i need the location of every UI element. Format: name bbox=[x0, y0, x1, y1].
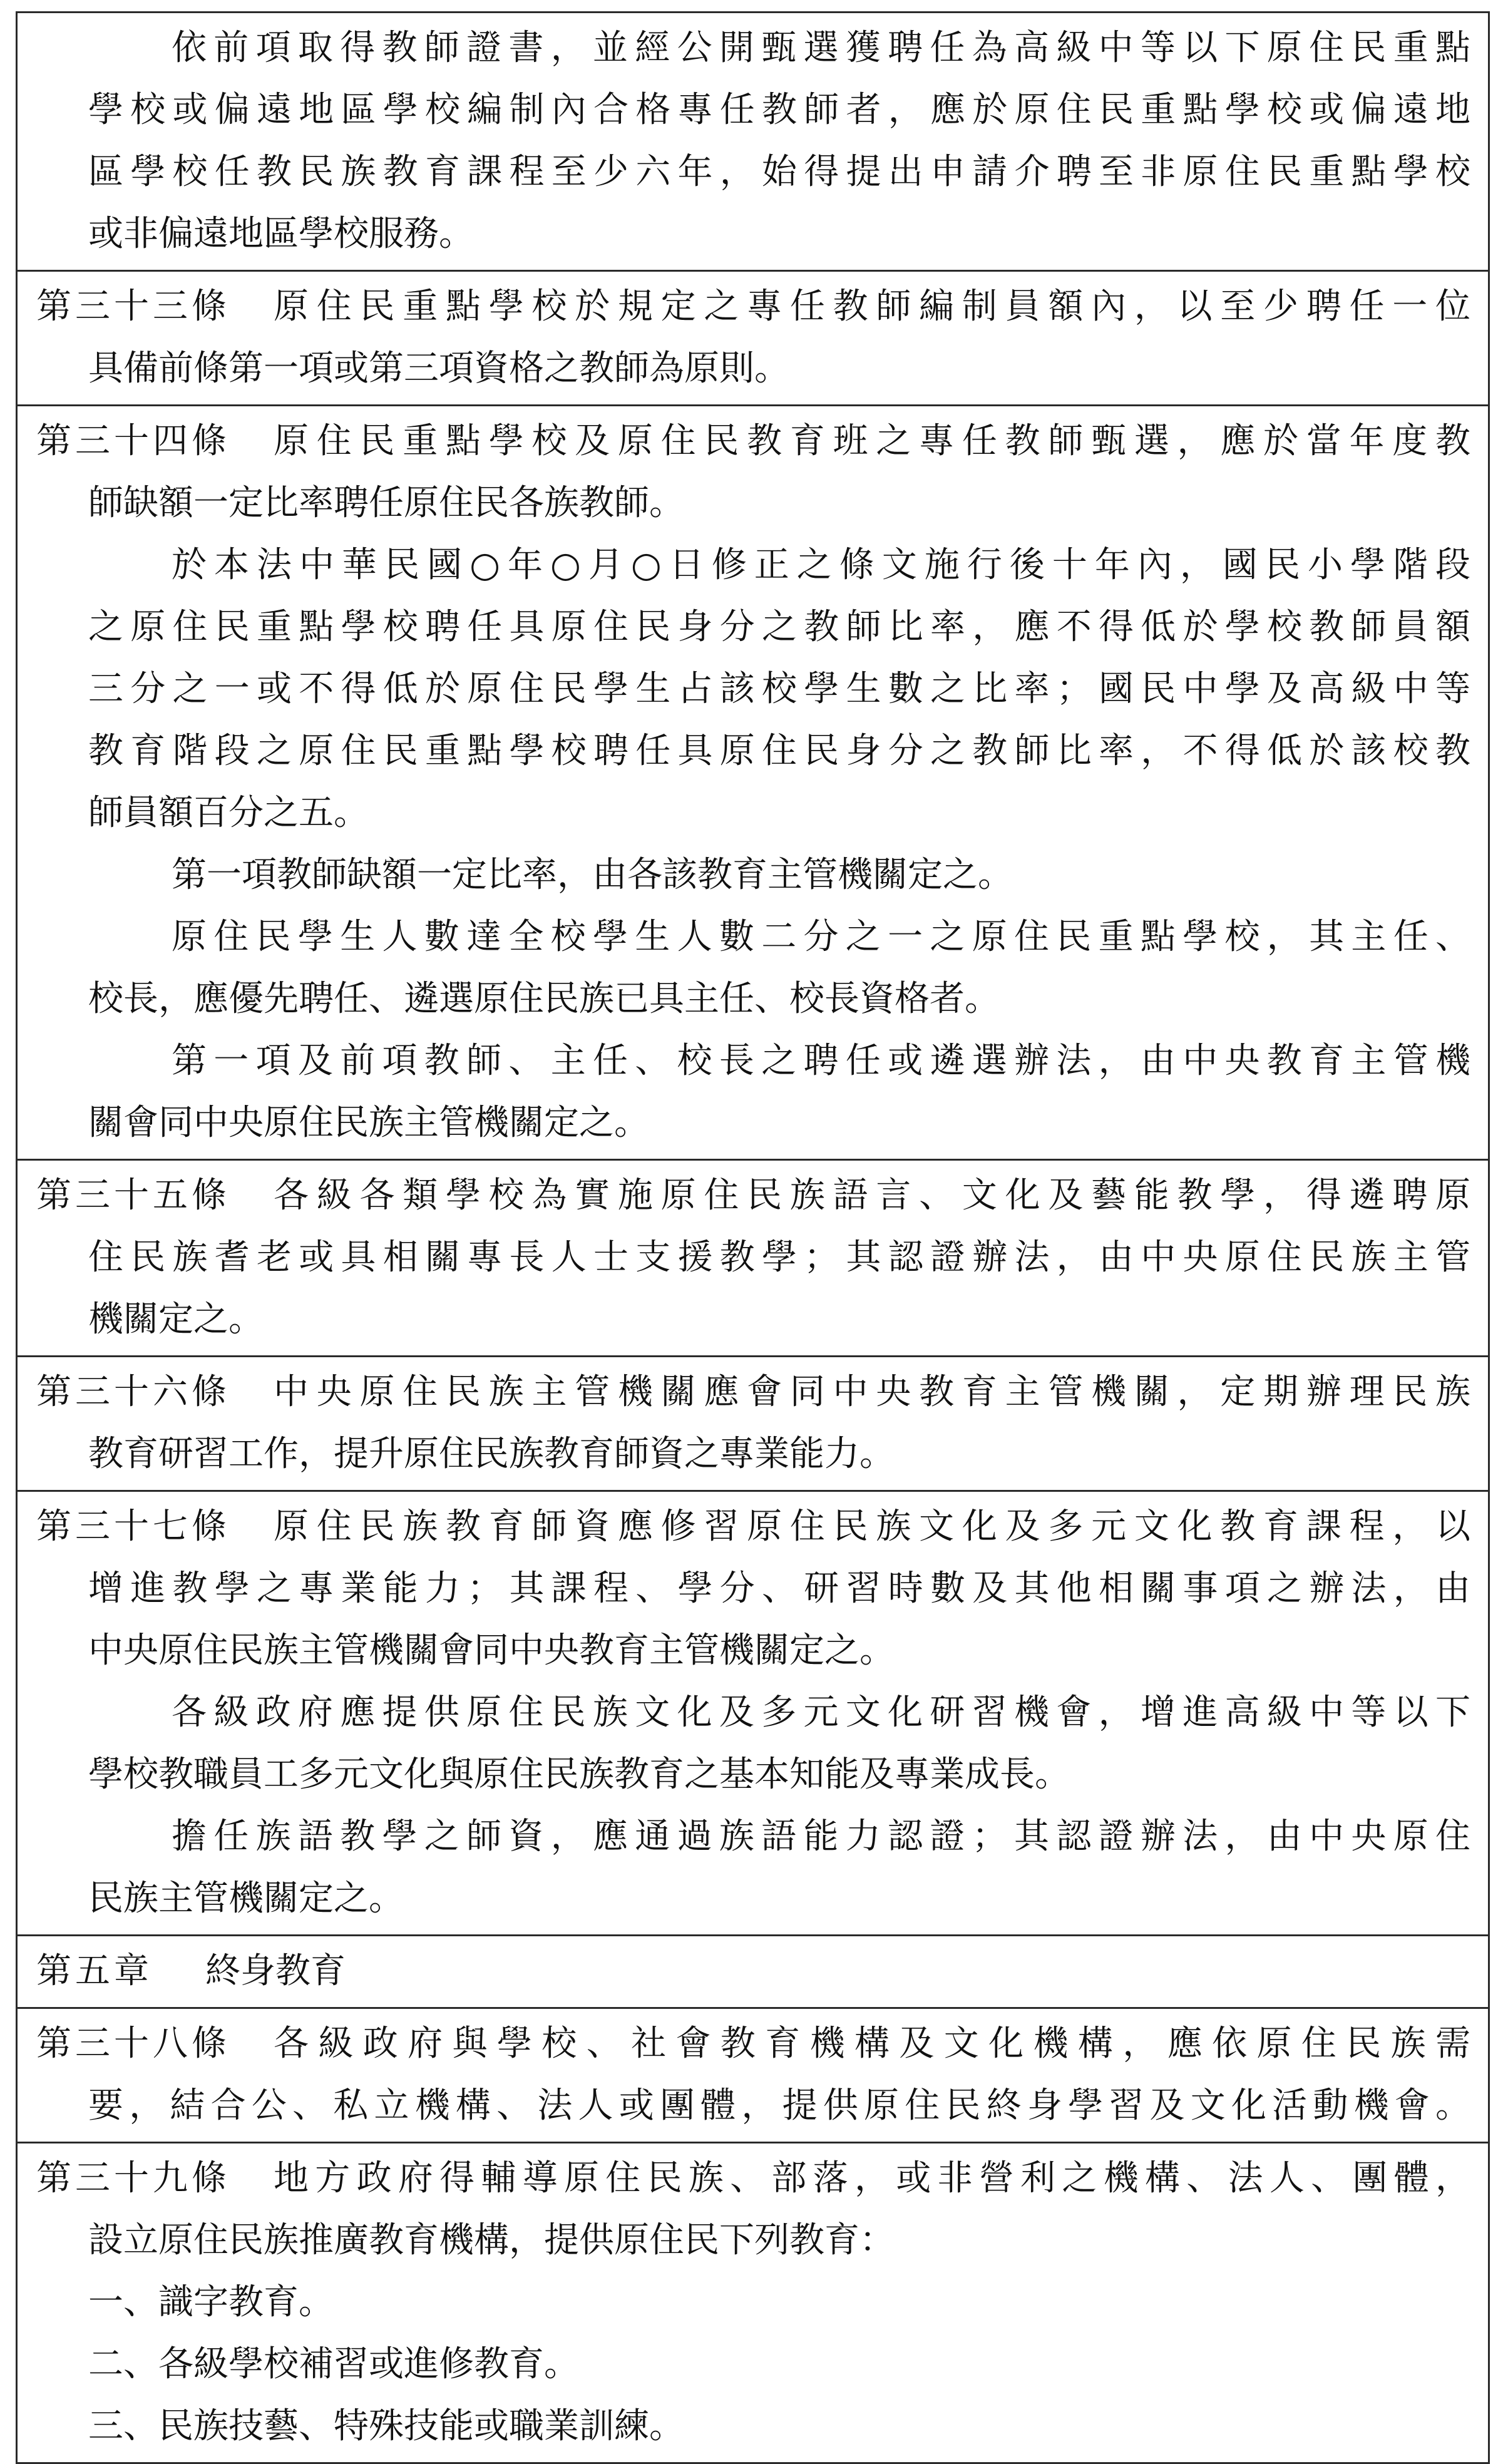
article-text: 要，結合公、私立機構、法人或團體，提供原住民終身學習及文化活動機會。 bbox=[88, 2085, 1470, 2126]
article-text: 各級各類學校為實施原住民族語言、文化及藝能教學，得遴聘原 bbox=[274, 1175, 1470, 1216]
article-row bbox=[18, 1159, 1488, 1355]
article-row bbox=[18, 2007, 1488, 2142]
article-text: 機關定之。 bbox=[88, 1299, 264, 1340]
article-text: 校長，應優先聘任、遴選原住民族已具主任、校長資格者。 bbox=[88, 978, 1000, 1019]
chapter-row bbox=[18, 1934, 1488, 2007]
article-text: 一、識字教育。 bbox=[88, 2282, 334, 2323]
article-text: 具備前條第一項或第三項資格之教師為原則。 bbox=[88, 348, 789, 389]
text-line bbox=[36, 596, 1470, 658]
article-number: 第三十三條 bbox=[36, 286, 230, 327]
article-row bbox=[18, 2142, 1488, 2462]
text-line bbox=[36, 1164, 1470, 1226]
article-row bbox=[18, 270, 1488, 404]
chapter-heading: 第五章 bbox=[36, 1951, 153, 1991]
article-text: 各級政府應提供原住民族文化及多元文化研習機會，增進高級中等以下 bbox=[172, 1692, 1470, 1733]
text-line bbox=[36, 1092, 1470, 1154]
article-text: 依前項取得教師證書，並經公開甄選獲聘任為高級中等以下原住民重點 bbox=[172, 28, 1470, 68]
text-line bbox=[36, 1681, 1470, 1743]
article-text: 第一項教師缺額一定比率，由各該教育主管機關定之。 bbox=[172, 855, 1013, 895]
article-text: 原住民重點學校及原住民教育班之專任教師甄選，應於當年度教 bbox=[274, 421, 1470, 461]
text-line bbox=[36, 1620, 1470, 1681]
text-line bbox=[36, 410, 1470, 472]
text-line bbox=[36, 1805, 1470, 1867]
article-text: 住民族耆老或具相關專長人士支援教學；其認證辦法，由中央原住民族主管 bbox=[88, 1237, 1470, 1278]
text-line bbox=[36, 534, 1470, 596]
article-text: 第一項及前項教師、主任、校長之聘任或遴選辦法，由中央教育主管機 bbox=[172, 1040, 1470, 1081]
text-line bbox=[36, 782, 1470, 844]
article-text: 擔任族語教學之師資，應通過族語能力認證；其認證辦法，由中央原住 bbox=[172, 1816, 1470, 1857]
article-text: 於本法中華民國○年○月○日修正之條文施行後十年內，國民小學階段 bbox=[172, 545, 1470, 585]
article-number: 第三十四條 bbox=[36, 421, 230, 461]
article-text: 學校教職員工多元文化與原住民族教育之基本知能及專業成長。 bbox=[88, 1754, 1070, 1795]
law-article-table bbox=[16, 11, 1490, 2464]
article-text: 原住民族教育師資應修習原住民族文化及多元文化教育課程，以 bbox=[274, 1506, 1470, 1547]
article-number: 第三十九條 bbox=[36, 2158, 230, 2199]
text-line bbox=[36, 1867, 1470, 1929]
article-text: 師缺額一定比率聘任原住民各族教師。 bbox=[88, 483, 684, 523]
text-line bbox=[36, 658, 1470, 720]
article-row bbox=[18, 13, 1488, 270]
text-line bbox=[36, 1226, 1470, 1288]
text-line bbox=[36, 2209, 1470, 2271]
text-line bbox=[36, 2395, 1470, 2457]
text-line bbox=[36, 203, 1470, 265]
article-text: 原住民重點學校於規定之專任教師編制員額內，以至少聘任一位 bbox=[274, 286, 1470, 327]
article-row bbox=[18, 1355, 1488, 1490]
article-text: 原住民學生人數達全校學生人數二分之一之原住民重點學校，其主任、 bbox=[172, 916, 1470, 957]
article-number: 第三十六條 bbox=[36, 1372, 230, 1412]
article-text: 教育研習工作，提升原住民族教育師資之專業能力。 bbox=[88, 1434, 895, 1474]
text-line bbox=[36, 79, 1470, 141]
chapter-title: 終身教育 bbox=[205, 1951, 346, 1991]
text-line bbox=[36, 1940, 1470, 2002]
text-line bbox=[36, 1361, 1470, 1423]
article-text: 區學校任教民族教育課程至少六年，始得提出申請介聘至非原住民重點學校 bbox=[88, 151, 1470, 192]
text-line bbox=[36, 2075, 1470, 2137]
article-text: 學校或偏遠地區學校編制內合格專任教師者，應於原住民重點學校或偏遠地 bbox=[88, 90, 1470, 130]
text-line bbox=[36, 2013, 1470, 2075]
text-line bbox=[36, 472, 1470, 534]
article-text: 師員額百分之五。 bbox=[88, 793, 369, 833]
text-line bbox=[36, 844, 1470, 906]
article-text: 中央原住民族主管機關應會同中央教育主管機關，定期辦理民族 bbox=[274, 1372, 1470, 1412]
article-row bbox=[18, 1490, 1488, 1934]
article-text: 三、民族技藝、特殊技能或職業訓練。 bbox=[88, 2406, 684, 2446]
text-line bbox=[36, 141, 1470, 203]
article-text: 教育階段之原住民重點學校聘任具原住民身分之教師比率，不得低於該校教 bbox=[88, 731, 1470, 771]
article-text: 民族主管機關定之。 bbox=[88, 1878, 404, 1919]
article-text: 三分之一或不得低於原住民學生占該校學生數之比率；國民中學及高級中等 bbox=[88, 669, 1470, 709]
article-text: 地方政府得輔導原住民族、部落，或非營利之機構、法人、團體， bbox=[274, 2158, 1470, 2199]
article-text: 二、各級學校補習或進修教育。 bbox=[88, 2344, 579, 2384]
text-line bbox=[36, 337, 1470, 399]
text-line bbox=[36, 906, 1470, 968]
article-row bbox=[18, 404, 1488, 1159]
article-text: 中央原住民族主管機關會同中央教育主管機關定之。 bbox=[88, 1630, 895, 1671]
article-text: 設立原住民族推廣教育機構，提供原住民下列教育： bbox=[88, 2220, 895, 2261]
text-line bbox=[36, 1743, 1470, 1805]
text-line bbox=[36, 1558, 1470, 1620]
text-line bbox=[36, 1288, 1470, 1350]
article-number: 第三十七條 bbox=[36, 1506, 230, 1547]
article-text: 增進教學之專業能力；其課程、學分、研習時數及其他相關事項之辦法，由 bbox=[88, 1568, 1470, 1609]
text-line bbox=[36, 17, 1470, 79]
text-line bbox=[36, 2147, 1470, 2209]
article-text: 關會同中央原住民族主管機關定之。 bbox=[88, 1102, 649, 1143]
text-line bbox=[36, 1030, 1470, 1092]
text-line bbox=[36, 2333, 1470, 2395]
text-line bbox=[36, 275, 1470, 337]
text-line bbox=[36, 968, 1470, 1030]
text-line bbox=[36, 2271, 1470, 2333]
text-line bbox=[36, 720, 1470, 782]
article-number: 第三十五條 bbox=[36, 1175, 230, 1216]
article-number: 第三十八條 bbox=[36, 2023, 230, 2064]
article-text: 之原住民重點學校聘任具原住民身分之教師比率，應不得低於學校教師員額 bbox=[88, 607, 1470, 647]
text-line bbox=[36, 1423, 1470, 1485]
article-text: 或非偏遠地區學校服務。 bbox=[88, 213, 474, 254]
text-line bbox=[36, 1496, 1470, 1558]
article-text: 各級政府與學校、社會教育機構及文化機構，應依原住民族需 bbox=[274, 2023, 1470, 2064]
